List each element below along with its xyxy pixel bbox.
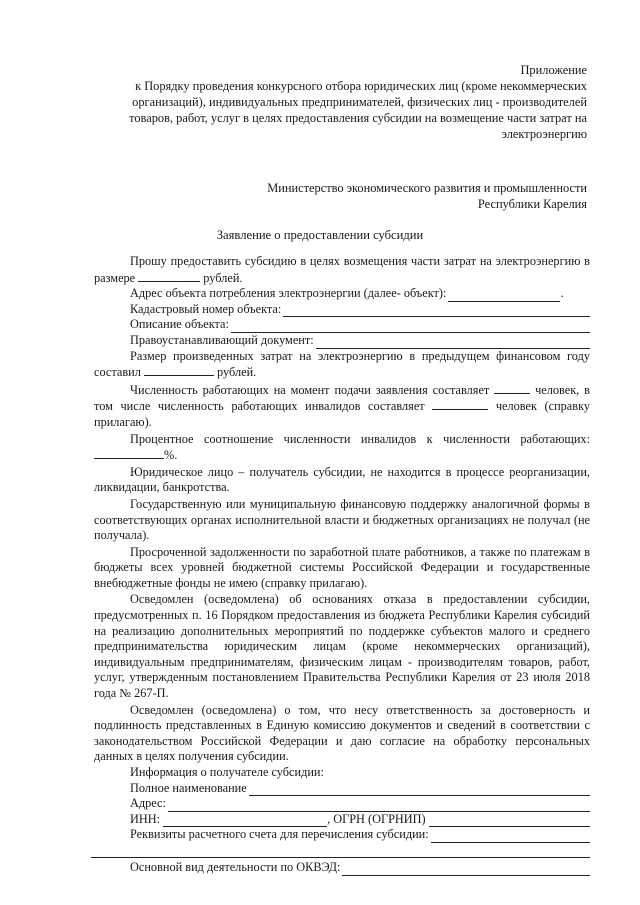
staff-count-field[interactable] — [494, 382, 530, 394]
ratio-percent: %. — [164, 448, 178, 463]
appendix-line: организаций), индивидуальных предпринимателей, физических лиц - производителей — [132, 95, 587, 109]
cadastral-field[interactable] — [283, 304, 590, 317]
title-doc-field[interactable] — [316, 336, 590, 349]
bank-details-field[interactable] — [431, 830, 590, 843]
informed-paragraph: Осведомлен (осведомлена) об основаниях отказа в предоставлении субсидии, предусмотренных п. 16 Порядком предоставления из бюджета Республики Карелия субсидий на реализацию дополнительных мероприятий по поддержке субъектов малого и среднего предпринимательства юридическим лицам (кроме некоммерческих организаций), индивидуальным предпринимателям, физическим лицам - производителям товаров, работ, услуг, утвержденным постановлением Правительства Республики Карелия от 23 июля 2018 года № 267-П. — [94, 592, 590, 701]
object-address-field[interactable] — [448, 289, 560, 302]
ratio-paragraph — [94, 432, 590, 464]
support-paragraph: Государственную или муниципальную финансовую поддержку аналогичной формы в соответствующих органах исполнительной власти и бюджетных организациях не получал (не получала). — [94, 496, 590, 543]
cadastral-label: Кадастровый номер объекта: — [130, 301, 282, 316]
recipient-info-heading-row — [94, 765, 590, 781]
bank-details-continuation-field[interactable] — [91, 843, 590, 858]
cadastral-row — [94, 302, 590, 318]
currency-text: рублей. — [203, 270, 243, 285]
description-label: Описание объекта: — [130, 317, 229, 332]
ratio-field[interactable] — [94, 447, 164, 459]
recipient-info-heading: Информация о получателе субсидии: — [130, 765, 324, 779]
ogrn-field[interactable] — [429, 814, 590, 827]
object-address-label: Адрес объекта потребления электроэнергии (далее- объект): — [130, 286, 447, 301]
okved-field[interactable] — [342, 863, 590, 876]
appendix-label: Приложение — [520, 63, 587, 77]
ogrn-label: , ОГРН (ОГРНИП) — [327, 811, 426, 826]
amount-field[interactable] — [138, 270, 200, 282]
recipient-block — [267, 180, 587, 212]
responsibility-paragraph: Осведомлен (осведомлена) о том, что несу ответственность за достоверность и подлинность представленных в Единую комиссию документов и сведений в соответствии с законодательством Российской Федерации и даю согласие на обработку персональных данных в целях получения субсидии. — [94, 702, 590, 764]
staff-disabled-text: человек, в том числе численность работающих инвалидов составляет — [94, 382, 590, 414]
costs-currency: рублей. — [217, 365, 257, 380]
inn-field[interactable] — [163, 814, 327, 827]
object-address-row: Адрес объекта потребления электроэнергии (далее- объект): . — [130, 286, 564, 301]
debt-paragraph: Просроченной задолженности по заработной плате работников, а также по платежам в бюджеты всех уровней бюджетной системы Российской Федерации и государственные внебюджетные фонды не имею (справку прилагаю). — [94, 544, 590, 590]
description-row — [94, 317, 590, 333]
title-doc-label: Правоустанавливающий документ: — [130, 332, 314, 347]
inn-ogrn-row — [94, 812, 590, 828]
appendix-line: товаров, работ, услуг в целях предоставления субсидии на возмещение части затрат на — [129, 111, 587, 125]
document-title: Заявление о предоставлении субсидии — [216, 228, 424, 242]
bank-details-label: Реквизиты расчетного счета для перечисления субсидии: — [130, 827, 429, 842]
okved-label: Основной вид деятельности по ОКВЭД: — [130, 859, 341, 874]
full-name-label: Полное наименование — [130, 780, 247, 795]
costs-paragraph — [94, 349, 590, 381]
staff-paragraph — [94, 382, 590, 431]
document-body — [94, 254, 590, 876]
ratio-text: Процентное соотношение численности инвалидов к численности работающих: — [130, 431, 590, 446]
appendix-reference — [67, 78, 587, 142]
appendix-line: к Порядку проведения конкурсного отбора юридических лиц (кроме некоммерческих — [135, 79, 587, 93]
staff-certificate-text: человек (справку прилагаю). — [94, 399, 591, 429]
inn-label: ИНН: — [130, 811, 161, 826]
appendix-line: электроэнергию — [501, 127, 587, 141]
disabled-count-field[interactable] — [432, 398, 488, 410]
full-name-row — [94, 781, 590, 797]
request-text: Прошу предоставить субсидию в целях возмещения части затрат на электроэнергию в размере — [94, 254, 590, 285]
address-field[interactable] — [168, 799, 590, 812]
legal-status-paragraph: Юридическое лицо – получатель субсидии, не находится в процессе реорганизации, ликвидации, банкротства. — [94, 464, 590, 495]
okved-row — [94, 860, 590, 876]
staff-text: Численность работающих на момент подачи заявления составляет — [130, 382, 490, 397]
title-doc-row — [94, 333, 590, 349]
full-name-field[interactable] — [249, 783, 590, 796]
address-label: Адрес: — [130, 796, 166, 811]
recipient-line: Республики Карелия — [477, 197, 587, 211]
costs-field[interactable] — [144, 364, 214, 376]
description-field[interactable] — [231, 320, 590, 333]
recipient-line: Министерство экономического развития и промышленности — [267, 181, 587, 195]
costs-text: Размер произведенных затрат на электроэнергию в предыдущем финансовом году составил — [94, 348, 590, 380]
address-row — [94, 796, 590, 812]
bank-details-row — [94, 827, 590, 843]
request-paragraph — [94, 254, 590, 286]
